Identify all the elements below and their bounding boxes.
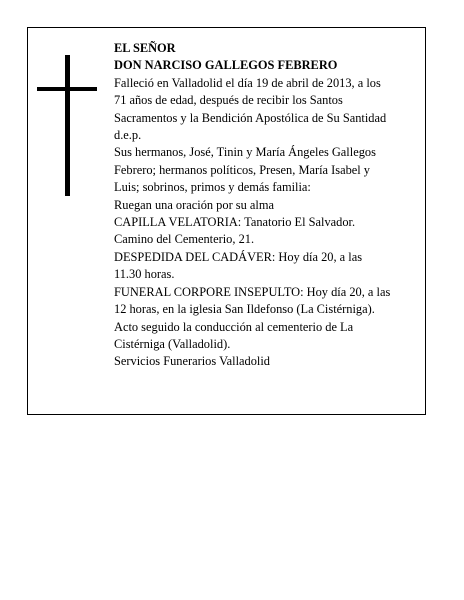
cross-horizontal-bar: [37, 87, 97, 91]
notice-body-line: Luis; sobrinos, primos y demás familia:: [114, 180, 311, 195]
notice-body-line: Acto seguido la conducción al cementerio de La: [114, 319, 354, 334]
notice-body-line: Falleció en Valladolid el día 19 de abril de 2013, a los: [114, 75, 381, 90]
notice-body-line: Ruegan una oración por su alma: [114, 197, 274, 212]
notice-body-line: Febrero; hermanos políticos, Presen, María Isabel y: [114, 162, 371, 177]
notice-body-line: Servicios Funerarios Valladolid: [114, 354, 271, 369]
notice-text: [114, 40, 422, 371]
cross-icon: [37, 55, 97, 196]
notice-title-line-2: DON NARCISO GALLEGOS FEBRERO: [114, 58, 338, 73]
notice-body-line: d.e.p.: [114, 128, 142, 143]
notice-body-line: 11.30 horas.: [114, 267, 175, 282]
notice-body-line: DESPEDIDA DEL CADÁVER: Hoy día 20, a las: [114, 249, 363, 264]
notice-body-line: CAPILLA VELATORIA: Tanatorio El Salvador.: [114, 215, 356, 230]
notice-title-line-1: EL SEÑOR: [114, 41, 176, 55]
notice-body-line: Sacramentos y la Bendición Apostólica de Su Santidad: [114, 110, 387, 125]
notice-body-line: 71 años de edad, después de recibir los Santos: [114, 93, 343, 108]
notice-body-line: Camino del Cementerio, 21.: [114, 232, 255, 247]
notice-body-line: 12 horas, en la iglesia San Ildefonso (La Cistérniga).: [114, 302, 375, 317]
obituary-notice: [27, 27, 426, 415]
notice-body-line: Cistérniga (Valladolid).: [114, 336, 231, 351]
cross-vertical-bar: [65, 55, 70, 196]
notice-body-line: FUNERAL CORPORE INSEPULTO: Hoy día 20, a las: [114, 284, 391, 299]
notice-body-line: Sus hermanos, José, Tinin y María Ángeles Gallegos: [114, 145, 376, 160]
